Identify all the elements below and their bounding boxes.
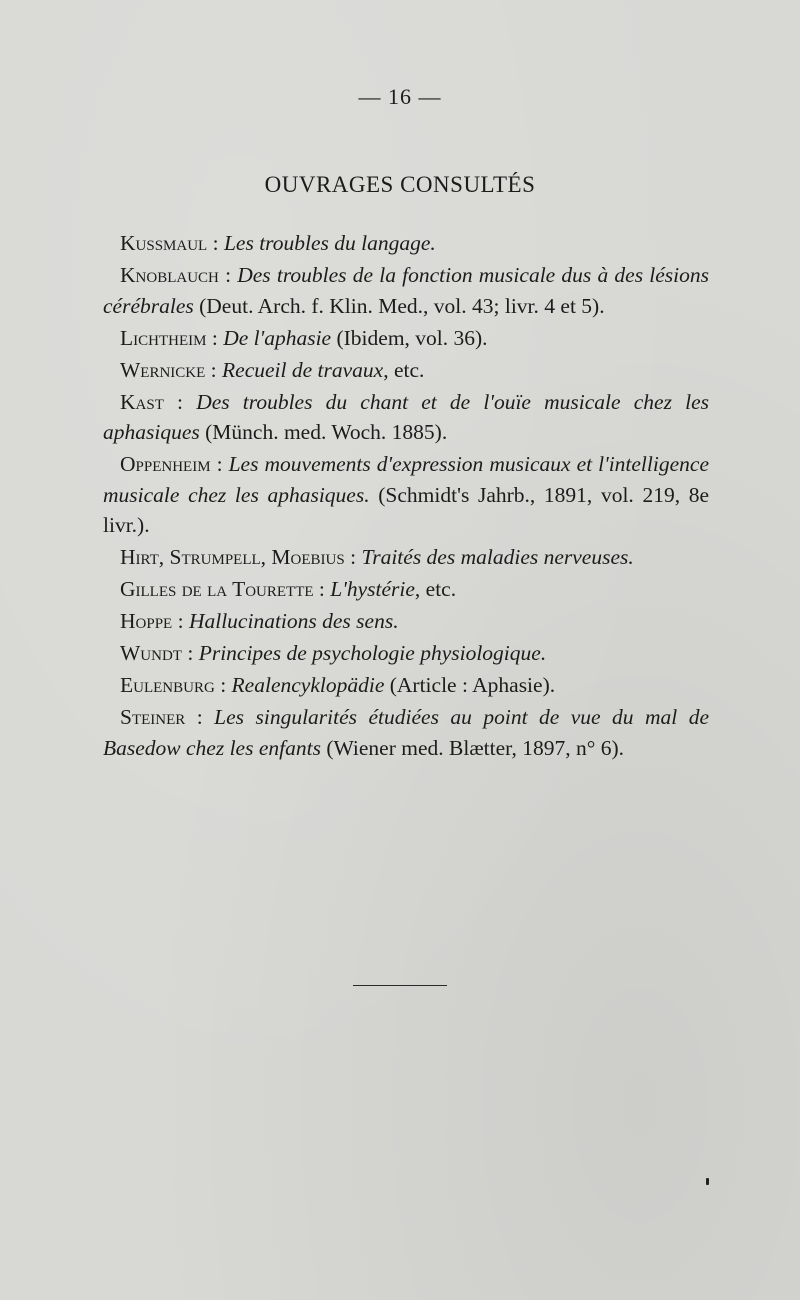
reference-separator: :	[163, 389, 197, 414]
closing-rule	[353, 985, 447, 986]
reference-title: Recueil de travaux	[222, 357, 384, 382]
reference-author: Knoblauch	[120, 263, 219, 287]
reference-entry	[103, 387, 709, 448]
ink-speck	[706, 1178, 709, 1185]
reference-entry	[103, 323, 709, 354]
reference-author: Kast	[120, 389, 164, 414]
reference-details: , etc.	[414, 577, 457, 601]
reference-separator: :	[172, 609, 189, 633]
page-number: — 16 —	[358, 84, 442, 109]
reference-title: Traités des maladies nerveuses.	[361, 545, 634, 569]
reference-entry	[103, 260, 709, 321]
reference-details: (Deut. Arch. f. Klin. Med., vol. 43; livr. 4 et 5).	[193, 293, 605, 318]
reference-author: Steiner	[120, 705, 186, 729]
reference-title: Realencyklopädie	[231, 673, 385, 697]
reference-author: Oppenheim	[120, 452, 211, 476]
reference-separator: :	[218, 263, 238, 287]
reference-author: Hirt, Strumpell, Moebius	[120, 545, 345, 569]
reference-author: Hoppe	[120, 609, 173, 633]
reference-title: De l'aphasie	[223, 325, 332, 350]
reference-author: Wundt	[120, 641, 182, 665]
reference-details: , etc.	[383, 357, 425, 382]
reference-author: Kussmaul	[120, 231, 208, 255]
reference-title: Les troubles du langage.	[223, 231, 436, 255]
reference-author: Lichtheim	[120, 325, 207, 350]
section-heading: OUVRAGES CONSULTÉS	[264, 172, 536, 197]
reference-separator: :	[313, 577, 331, 601]
reference-list	[103, 228, 709, 765]
reference-entry	[103, 228, 709, 259]
reference-title: Des troubles du chant et de l'ouïe musicale chez les aphasiques	[103, 389, 709, 444]
reference-title: Les mouvements d'expression musicaux et l'intelligence musicale chez les aphasiques.	[103, 452, 709, 507]
reference-author: Wernicke	[120, 357, 206, 382]
reference-separator: :	[214, 673, 232, 697]
reference-separator: :	[185, 705, 215, 729]
reference-entry	[103, 702, 709, 763]
reference-details: (Münch. med. Woch. 1885).	[199, 420, 448, 444]
reference-entry	[103, 542, 709, 573]
reference-author: Eulenburg	[120, 673, 215, 697]
reference-entry	[103, 606, 709, 637]
reference-entry	[103, 638, 709, 669]
reference-entry	[103, 670, 709, 701]
reference-title: Principes de psychologie physiologique.	[198, 641, 547, 665]
reference-details: (Wiener med. Blætter, 1897, n° 6).	[320, 735, 624, 760]
reference-details: (Schmidt's Jahrb., 1891, vol. 219, 8e livr.).	[103, 482, 710, 537]
reference-title: Des troubles de la fonction musicale dus à des lésions cérébrales	[103, 263, 709, 318]
reference-separator: :	[210, 452, 229, 476]
reference-author: Gilles de la Tourette	[120, 577, 314, 601]
reference-entry	[103, 574, 709, 605]
reference-title: Les singularités étudiées au point de vue du mal de Basedow chez les enfants	[103, 705, 709, 760]
reference-separator: :	[205, 357, 223, 382]
reference-separator: :	[181, 641, 199, 665]
reference-title: Hallucinations des sens.	[188, 609, 399, 633]
reference-details: (Ibidem, vol. 36).	[331, 325, 488, 350]
reference-separator: :	[206, 325, 224, 350]
reference-details: (Article : Aphasie).	[384, 673, 556, 697]
reference-title: L'hystérie	[330, 577, 415, 601]
reference-separator: :	[344, 545, 362, 569]
reference-entry	[103, 355, 709, 386]
reference-separator: :	[207, 231, 224, 255]
reference-entry	[103, 449, 709, 541]
